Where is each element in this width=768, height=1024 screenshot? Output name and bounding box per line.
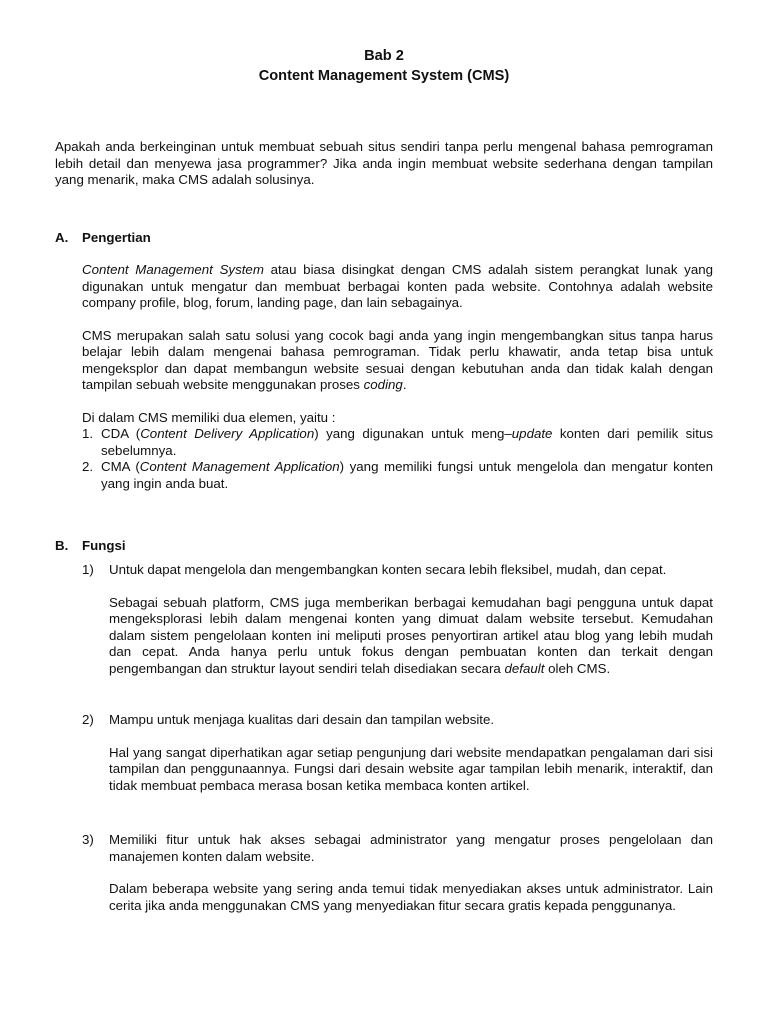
definition-term: Content Management System xyxy=(82,262,264,277)
definition-text: atau biasa disingkat dengan CMS adalah sistem perangkat lunak yang digunakan untuk mengatur dan membuat berbagai konten pada website. Contohnya adalah website company profile, blog, forum, landing page, dan lain sebagainya. xyxy=(82,262,713,310)
elements-intro: Di dalam CMS memiliki dua elemen, yaitu : xyxy=(82,409,336,425)
section-b-letter: B. xyxy=(55,538,69,553)
function-item xyxy=(82,712,713,794)
function-description: Hal yang sangat diperhatikan agar setiap pengunjung dari website mendapatkan pengalaman dari sisi tampilan dan penggunaannya. Fungsi dari desain website agar tampilan lebih menarik, interaktif, dan tidak membuat pembaca merasa bosan ketika membaca konten artikel. xyxy=(109,744,713,793)
function-item xyxy=(82,562,713,677)
intro-paragraph: Apakah anda berkeinginan untuk membuat sebuah situs sendiri tanpa perlu mengenal bahasa pemrograman lebih detail dan menyewa jasa programmer? Jika anda ingin membuat website sederhana dengan tampilan yang menarik, maka CMS adalah solusinya. xyxy=(55,139,713,187)
chapter-number: Bab 2 xyxy=(364,48,404,64)
function-number: 2) xyxy=(82,712,94,727)
section-b-title: Fungsi xyxy=(82,538,126,553)
function-number: 3) xyxy=(82,832,94,847)
chapter-title xyxy=(0,46,768,86)
list-item: 2. CMA (Content Management Application) yang memiliki fungsi untuk mengelola dan mengatur konten yang ingin anda buat. xyxy=(82,459,713,491)
coding-term: coding xyxy=(363,377,403,392)
function-item xyxy=(82,832,713,914)
list-number: 1. xyxy=(82,426,94,441)
function-text: Mampu untuk menjaga kualitas dari desain dan tampilan website. xyxy=(109,712,495,727)
section-a-letter: A. xyxy=(55,230,69,245)
list-number: 2. xyxy=(82,459,94,474)
section-b-heading xyxy=(55,538,126,555)
function-text: Memiliki fitur untuk hak akses sebagai administrator yang mengatur proses pengelolaan dan manajemen konten dalam website. xyxy=(109,832,713,864)
chapter-name: Content Management System (CMS) xyxy=(258,68,510,84)
list-item: 1. CDA (Content Delivery Application) yang digunakan untuk meng–update konten dari pemilik situs sebelumnya. xyxy=(82,426,713,458)
definition-paragraph xyxy=(82,262,713,312)
section-a-title: Pengertian xyxy=(82,230,151,245)
function-number: 1) xyxy=(82,562,94,577)
section-a-body xyxy=(82,262,713,492)
cms-solution-paragraph: CMS merupakan salah satu solusi yang cocok bagi anda yang ingin mengembangkan situs tanpa harus belajar lebih dalam mengenai bahasa pemrograman. Tidak perlu khawatir, anda tetap bisa untuk mengeksplor dan dapat membangun website sesuai dengan kebutuhan anda dan tidak kalah dengan tampilan sebuah website menggunakan proses coding. xyxy=(82,327,713,392)
cms-solution-text: CMS merupakan salah satu solusi yang cocok bagi anda yang ingin mengembangkan situs tanpa harus belajar lebih dalam mengenai bahasa pemrograman. Tidak perlu khawatir, anda tetap bisa untuk mengeksplor dan dapat membangun website sesuai dengan kebutuhan anda dan tidak kalah dengan tampilan sebuah website menggunakan proses xyxy=(82,327,713,392)
function-description: Sebagai sebuah platform, CMS juga memberikan berbagai kemudahan bagi pengguna untuk dapat mengeksplorasi lebih dalam mengenai konten yang dimuat dalam website tersebut. Kemudahan dalam sistem pengelolaan konten ini meliputi proses penyortiran artikel atau blog yang lebih mudah dan cepat. Anda hanya perlu untuk fokus dengan pembuatan konten dan terkait dengan pengembangan dan struktur layout sendiri telah disediakan secara default oleh CMS. xyxy=(109,594,713,676)
function-text: Untuk dapat mengelola dan mengembangkan konten secara lebih fleksibel, mudah, dan cepat. xyxy=(109,562,667,577)
section-a-heading xyxy=(55,230,151,247)
function-description: Dalam beberapa website yang sering anda temui tidak menyediakan akses untuk administrator. Lain cerita jika anda menggunakan CMS yang menyediakan fitur secara gratis kepada penggunanya. xyxy=(109,881,713,913)
